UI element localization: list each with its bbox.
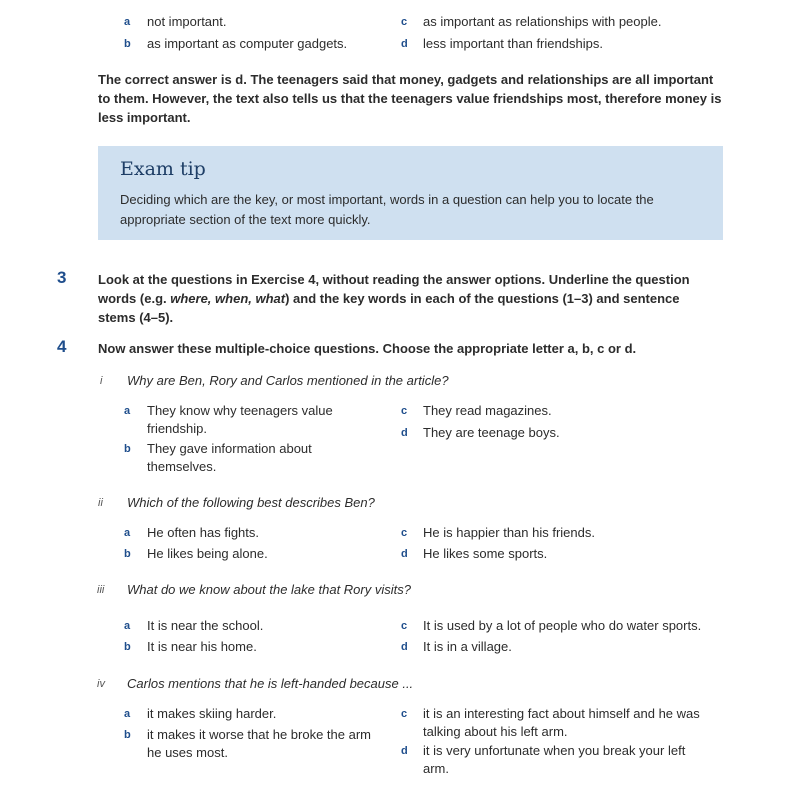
option-text: not important.	[147, 14, 227, 29]
exercise-4-instruction: Now answer these multiple-choice questions. Choose the appropriate letter a, b, c or d.	[98, 341, 637, 356]
option-letter: c	[401, 16, 408, 28]
exercise-number: 3	[57, 268, 67, 287]
question-text: Which of the following best describes Ben?	[127, 495, 375, 510]
option-text: as important as computer gadgets.	[147, 36, 348, 51]
option-text: as important as relationships with people.	[423, 14, 662, 29]
exercise-3-italic-words: where, when, what	[170, 291, 286, 306]
exam-tip-body: Deciding which are the key, or most important, words in a question can help you to locate the appropriate section of the text more quickly.	[120, 192, 654, 227]
option-letter: a	[124, 620, 131, 632]
option-text: It is in a village.	[423, 639, 512, 654]
question-numeral: iv	[97, 678, 105, 690]
option-text: He likes some sports.	[423, 546, 548, 561]
option-letter: d	[401, 641, 408, 653]
option-text: less important than friendships.	[423, 36, 603, 51]
option-letter: a	[124, 405, 131, 417]
option-text: it is very unfortunate when you break your left arm.	[423, 743, 686, 776]
option-text: He likes being alone.	[147, 546, 268, 561]
option-letter: d	[401, 745, 408, 757]
option-letter: c	[401, 708, 408, 720]
exam-tip-box	[98, 146, 723, 240]
option-letter: a	[124, 708, 131, 720]
option-text: He often has fights.	[147, 525, 260, 540]
option-letter: b	[124, 443, 131, 455]
exercise-number: 4	[57, 337, 67, 356]
option-text: it makes it worse that he broke the arm he uses most.	[147, 727, 371, 760]
option-letter: c	[401, 405, 408, 417]
exam-tip-title: Exam tip	[120, 158, 206, 180]
option-text: They are teenage boys.	[423, 425, 560, 440]
option-letter: a	[124, 16, 131, 28]
option-text: it makes skiing harder.	[147, 706, 277, 721]
option-text: They read magazines.	[423, 403, 552, 418]
option-letter: b	[124, 641, 131, 653]
option-letter: b	[124, 729, 131, 741]
option-letter: b	[124, 38, 131, 50]
option-letter: a	[124, 527, 131, 539]
option-text: They gave information about themselves.	[147, 441, 312, 474]
option-text: it is an interesting fact about himself and he was talking about his left arm.	[423, 706, 700, 739]
exercise-3-text-after: ) and the key words in each of the questions (1–3) and sentence stems (4–5).	[98, 291, 680, 325]
option-text: It is near his home.	[147, 639, 257, 654]
question-text: Why are Ben, Rory and Carlos mentioned in the article?	[127, 373, 449, 388]
question-text: Carlos mentions that he is left-handed because ...	[127, 676, 414, 691]
option-text: He is happier than his friends.	[423, 525, 595, 540]
answer-explanation: The correct answer is d. The teenagers said that money, gadgets and relationships are all important to them. However, the text also tells us that the teenagers value friendships most, therefore money is less important.	[98, 72, 722, 125]
question-text: What do we know about the lake that Rory visits?	[127, 582, 411, 597]
option-letter: b	[124, 548, 131, 560]
option-text: They know why teenagers value friendship.	[147, 403, 333, 436]
option-letter: c	[401, 527, 408, 539]
option-text: It is used by a lot of people who do water sports.	[423, 618, 702, 633]
question-numeral: ii	[98, 497, 103, 509]
option-letter: c	[401, 620, 408, 632]
question-numeral: i	[100, 375, 103, 387]
exercise-3-text-before: Look at the questions in Exercise 4, without reading the answer options. Underline the question words (e.g.	[98, 272, 690, 306]
question-numeral: iii	[97, 584, 105, 596]
option-letter: d	[401, 548, 408, 560]
exercise-3-instruction	[98, 270, 718, 327]
option-letter: d	[401, 427, 408, 439]
option-text: It is near the school.	[147, 618, 264, 633]
option-letter: d	[401, 38, 408, 50]
